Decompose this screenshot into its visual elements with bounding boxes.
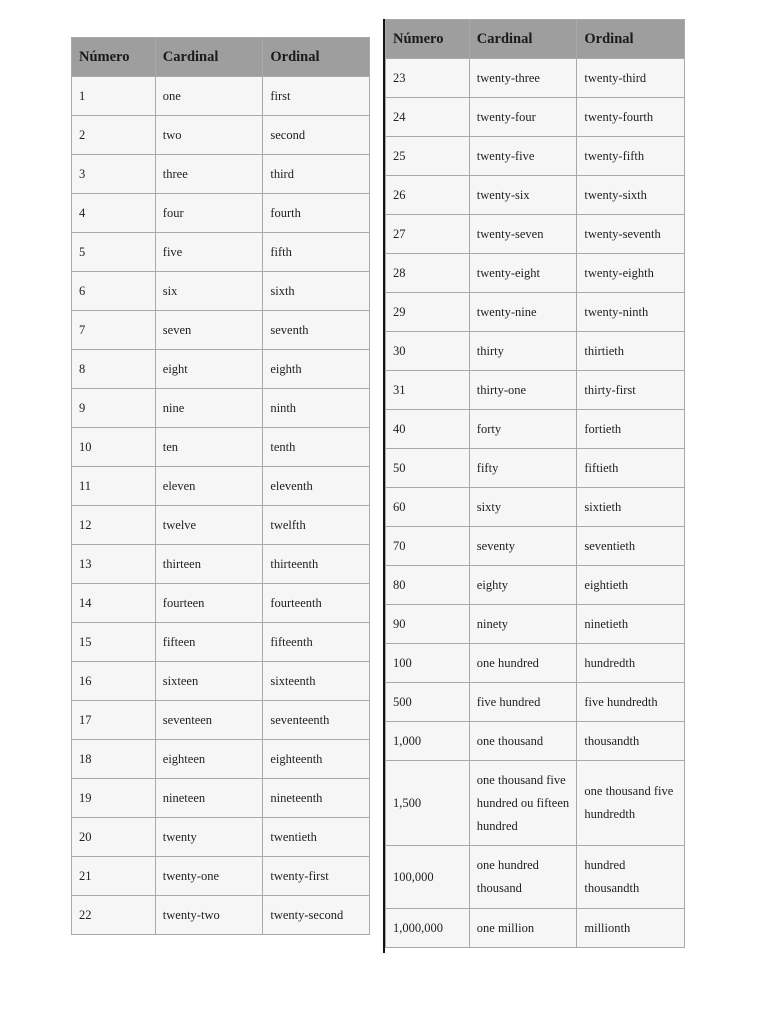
- number-cell: 23: [386, 59, 470, 98]
- ordinal-cell: millionth: [577, 909, 685, 948]
- cardinal-cell: thirty: [469, 332, 577, 371]
- cardinal-cell: sixty: [469, 488, 577, 527]
- cardinal-cell: twenty-six: [469, 176, 577, 215]
- table-row: [386, 410, 685, 449]
- table-row: [386, 722, 685, 761]
- table-row: [72, 779, 370, 818]
- cardinal-cell: twenty-nine: [469, 293, 577, 332]
- cardinal-cell: twenty-seven: [469, 215, 577, 254]
- ordinal-cell: sixteenth: [263, 662, 370, 701]
- number-cell: 1,500: [386, 761, 470, 846]
- ordinal-cell: fortieth: [577, 410, 685, 449]
- number-cell: 21: [72, 857, 156, 896]
- number-cell: 24: [386, 98, 470, 137]
- number-cell: 6: [72, 272, 156, 311]
- cardinal-cell: twenty-one: [155, 857, 263, 896]
- header-cardinal: Cardinal: [155, 38, 263, 77]
- header-numero: Número: [72, 38, 156, 77]
- ordinal-cell: twenty-seventh: [577, 215, 685, 254]
- table-row: [72, 662, 370, 701]
- ordinal-cell: twenty-second: [263, 896, 370, 935]
- table-row: [72, 740, 370, 779]
- cardinal-cell: twelve: [155, 506, 263, 545]
- cardinal-cell: twenty-two: [155, 896, 263, 935]
- number-cell: 26: [386, 176, 470, 215]
- ordinal-cell: tenth: [263, 428, 370, 467]
- table-row: [386, 371, 685, 410]
- table-row: [386, 59, 685, 98]
- table-row: [386, 909, 685, 948]
- number-cell: 22: [72, 896, 156, 935]
- number-cell: 11: [72, 467, 156, 506]
- table-row: [386, 449, 685, 488]
- table-row: [386, 254, 685, 293]
- header-numero: Número: [386, 20, 470, 59]
- cardinal-cell: six: [155, 272, 263, 311]
- ordinal-cell: twelfth: [263, 506, 370, 545]
- table-row: [386, 332, 685, 371]
- table-row: [72, 896, 370, 935]
- number-cell: 1,000,000: [386, 909, 470, 948]
- table-row: [386, 683, 685, 722]
- header-cardinal: Cardinal: [469, 20, 577, 59]
- cardinal-cell: fifteen: [155, 623, 263, 662]
- number-cell: 28: [386, 254, 470, 293]
- number-cell: 18: [72, 740, 156, 779]
- number-cell: 5: [72, 233, 156, 272]
- cardinal-cell: one million: [469, 909, 577, 948]
- table-row: [72, 545, 370, 584]
- table-row: [72, 350, 370, 389]
- ordinal-cell: twenty-first: [263, 857, 370, 896]
- cardinal-cell: seven: [155, 311, 263, 350]
- cardinal-cell: two: [155, 116, 263, 155]
- number-cell: 50: [386, 449, 470, 488]
- cardinal-cell: eighteen: [155, 740, 263, 779]
- table-row: [386, 846, 685, 909]
- ordinal-cell: twenty-fifth: [577, 137, 685, 176]
- ordinal-cell: ninetieth: [577, 605, 685, 644]
- cardinal-cell: one thousand: [469, 722, 577, 761]
- cardinal-cell: eight: [155, 350, 263, 389]
- number-cell: 60: [386, 488, 470, 527]
- number-cell: 27: [386, 215, 470, 254]
- ordinal-cell: eighth: [263, 350, 370, 389]
- number-cell: 15: [72, 623, 156, 662]
- table-body-right: [386, 59, 685, 948]
- table-row: [72, 155, 370, 194]
- number-cell: 20: [72, 818, 156, 857]
- table-row: [72, 818, 370, 857]
- number-cell: 3: [72, 155, 156, 194]
- number-cell: 90: [386, 605, 470, 644]
- number-cell: 9: [72, 389, 156, 428]
- ordinal-cell: fourth: [263, 194, 370, 233]
- number-cell: 7: [72, 311, 156, 350]
- table-row: [72, 233, 370, 272]
- table-row: [72, 623, 370, 662]
- ordinal-cell: twenty-sixth: [577, 176, 685, 215]
- ordinal-cell: sixtieth: [577, 488, 685, 527]
- table-row: [386, 98, 685, 137]
- cardinal-cell: five hundred: [469, 683, 577, 722]
- ordinal-cell: second: [263, 116, 370, 155]
- ordinal-cell: hundredth: [577, 644, 685, 683]
- header-ordinal: Ordinal: [577, 20, 685, 59]
- cardinal-cell: ten: [155, 428, 263, 467]
- cardinal-cell: one: [155, 77, 263, 116]
- number-cell: 500: [386, 683, 470, 722]
- ordinal-cell: twenty-ninth: [577, 293, 685, 332]
- table-row: [386, 137, 685, 176]
- number-cell: 100: [386, 644, 470, 683]
- ordinal-cell: first: [263, 77, 370, 116]
- cardinal-cell: nineteen: [155, 779, 263, 818]
- table-row: [386, 293, 685, 332]
- ordinal-cell: third: [263, 155, 370, 194]
- table-row: [72, 311, 370, 350]
- cardinal-cell: seventeen: [155, 701, 263, 740]
- table-row: [72, 467, 370, 506]
- number-cell: 14: [72, 584, 156, 623]
- cardinal-cell: fifty: [469, 449, 577, 488]
- cardinal-cell: one hundred thousand: [469, 846, 577, 909]
- table-row: [386, 176, 685, 215]
- number-cell: 12: [72, 506, 156, 545]
- ordinal-cell: hundred thousandth: [577, 846, 685, 909]
- ordinal-cell: eightieth: [577, 566, 685, 605]
- table-row: [72, 116, 370, 155]
- ordinal-cell: seventieth: [577, 527, 685, 566]
- ordinal-cell: fourteenth: [263, 584, 370, 623]
- cardinal-cell: twenty-five: [469, 137, 577, 176]
- numbers-table-right: [385, 19, 685, 948]
- header-ordinal: Ordinal: [263, 38, 370, 77]
- cardinal-cell: fourteen: [155, 584, 263, 623]
- ordinal-cell: twentieth: [263, 818, 370, 857]
- cardinal-cell: twenty-four: [469, 98, 577, 137]
- number-cell: 16: [72, 662, 156, 701]
- number-cell: 29: [386, 293, 470, 332]
- cardinal-cell: one thousand five hundred ou fifteen hundred: [469, 761, 577, 846]
- cardinal-cell: twenty-three: [469, 59, 577, 98]
- table-row: [72, 77, 370, 116]
- header-row: [386, 20, 685, 59]
- ordinal-cell: twenty-third: [577, 59, 685, 98]
- ordinal-cell: thirteenth: [263, 545, 370, 584]
- cardinal-cell: one hundred: [469, 644, 577, 683]
- cardinal-cell: thirty-one: [469, 371, 577, 410]
- ordinal-cell: fifteenth: [263, 623, 370, 662]
- ordinal-cell: thirtieth: [577, 332, 685, 371]
- cardinal-cell: nine: [155, 389, 263, 428]
- number-cell: 80: [386, 566, 470, 605]
- table-row: [72, 506, 370, 545]
- cardinal-cell: twenty: [155, 818, 263, 857]
- number-cell: 19: [72, 779, 156, 818]
- header-row: [72, 38, 370, 77]
- number-cell: 40: [386, 410, 470, 449]
- numbers-table-left: [71, 37, 370, 935]
- ordinal-cell: thirty-first: [577, 371, 685, 410]
- cardinal-cell: sixteen: [155, 662, 263, 701]
- ordinal-cell: eighteenth: [263, 740, 370, 779]
- ordinal-cell: one thousand five hundredth: [577, 761, 685, 846]
- ordinal-cell: seventh: [263, 311, 370, 350]
- number-cell: 70: [386, 527, 470, 566]
- ordinal-cell: fiftieth: [577, 449, 685, 488]
- table-row: [72, 584, 370, 623]
- table-row: [386, 566, 685, 605]
- table-row: [386, 215, 685, 254]
- cardinal-cell: ninety: [469, 605, 577, 644]
- cardinal-cell: eighty: [469, 566, 577, 605]
- cardinal-cell: twenty-eight: [469, 254, 577, 293]
- ordinal-cell: ninth: [263, 389, 370, 428]
- table-row: [72, 701, 370, 740]
- cardinal-cell: thirteen: [155, 545, 263, 584]
- table-row: [72, 389, 370, 428]
- table-row: [72, 857, 370, 896]
- table-row: [386, 488, 685, 527]
- number-cell: 30: [386, 332, 470, 371]
- ordinal-cell: thousandth: [577, 722, 685, 761]
- table-row: [72, 194, 370, 233]
- ordinal-cell: five hundredth: [577, 683, 685, 722]
- ordinal-cell: seventeenth: [263, 701, 370, 740]
- number-cell: 4: [72, 194, 156, 233]
- number-cell: 10: [72, 428, 156, 467]
- table-row: [72, 272, 370, 311]
- table-row: [386, 527, 685, 566]
- table-body-left: [72, 77, 370, 935]
- cardinal-cell: four: [155, 194, 263, 233]
- number-cell: 17: [72, 701, 156, 740]
- ordinal-cell: twenty-fourth: [577, 98, 685, 137]
- cardinal-cell: three: [155, 155, 263, 194]
- number-cell: 2: [72, 116, 156, 155]
- ordinal-cell: twenty-eighth: [577, 254, 685, 293]
- number-cell: 13: [72, 545, 156, 584]
- cardinal-cell: eleven: [155, 467, 263, 506]
- number-cell: 100,000: [386, 846, 470, 909]
- number-cell: 31: [386, 371, 470, 410]
- table-row: [386, 761, 685, 846]
- ordinal-cell: eleventh: [263, 467, 370, 506]
- cardinal-cell: seventy: [469, 527, 577, 566]
- number-cell: 1,000: [386, 722, 470, 761]
- cardinal-cell: five: [155, 233, 263, 272]
- cardinal-cell: forty: [469, 410, 577, 449]
- number-cell: 8: [72, 350, 156, 389]
- table-row: [386, 644, 685, 683]
- number-cell: 25: [386, 137, 470, 176]
- number-cell: 1: [72, 77, 156, 116]
- ordinal-cell: sixth: [263, 272, 370, 311]
- ordinal-cell: nineteenth: [263, 779, 370, 818]
- table-row: [386, 605, 685, 644]
- ordinal-cell: fifth: [263, 233, 370, 272]
- table-row: [72, 428, 370, 467]
